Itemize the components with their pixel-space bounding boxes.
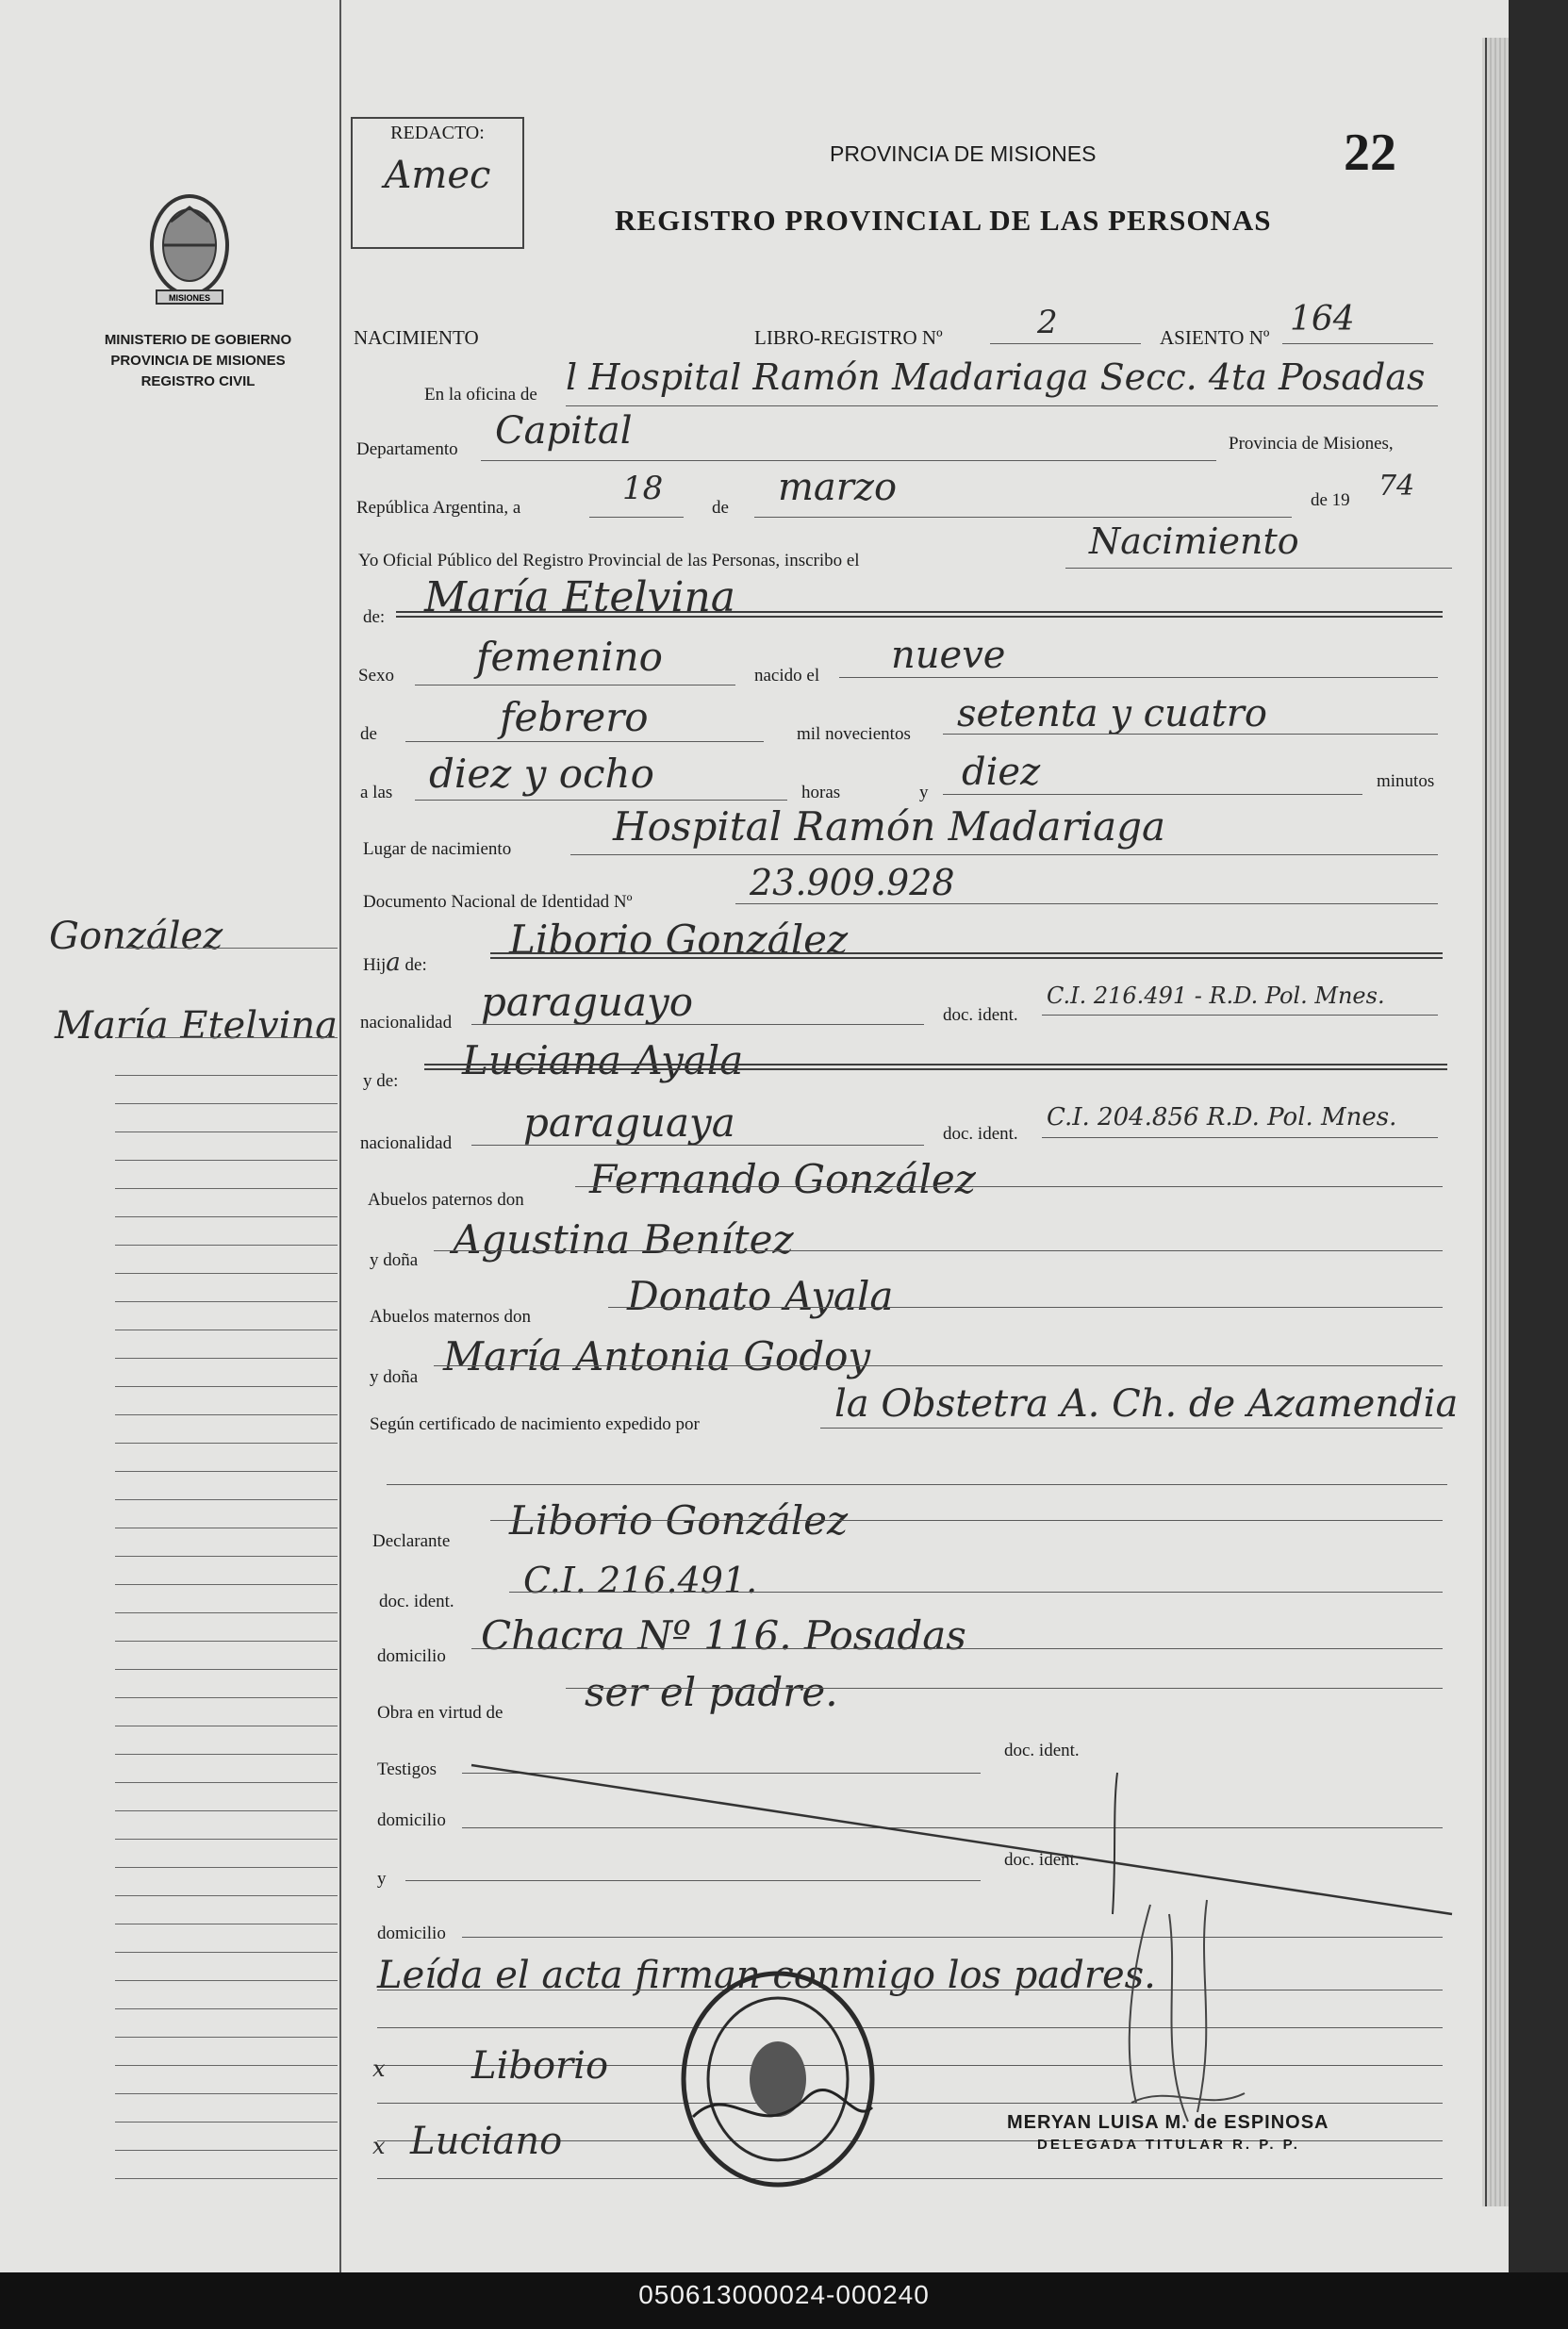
field-line <box>387 1484 1447 1485</box>
margin-rule <box>115 1612 338 1613</box>
margin-rule <box>115 1273 338 1274</box>
hija-suffix: a <box>386 949 401 977</box>
margin-rule <box>115 2093 338 2094</box>
field-line <box>608 1307 1443 1308</box>
dni-value: 23.909.928 <box>750 862 955 903</box>
ministry-block <box>66 330 330 392</box>
margin-rule <box>115 1103 338 1104</box>
republica-label: República Argentina, a <box>356 498 521 518</box>
testigos-label: Testigos <box>377 1759 437 1779</box>
field-line <box>405 741 764 742</box>
margin-surname: González <box>49 915 223 958</box>
official-seal-stamp-icon <box>674 1966 882 2192</box>
margin-rule <box>115 1952 338 1953</box>
domicilio-value: Chacra Nº 116. Posadas <box>481 1612 966 1659</box>
de-label: de <box>712 498 729 518</box>
field-line <box>377 2178 1443 2179</box>
margin-rule <box>115 1584 338 1585</box>
docident4-label: doc. ident. <box>1004 1741 1080 1760</box>
margin-rule <box>115 1386 338 1387</box>
sexo-value: femenino <box>476 634 663 680</box>
alas-label: a las <box>360 783 393 802</box>
docident3-value: C.I. 216.491. <box>523 1560 758 1601</box>
padre-value: Liborio González <box>509 917 849 963</box>
province-heading: PROVINCIA DE MISIONES <box>830 141 1097 166</box>
lugar-value: Hospital Ramón Madariaga <box>613 803 1166 850</box>
mes-value: marzo <box>778 466 898 509</box>
page-number: 22 <box>1344 124 1396 182</box>
field-line <box>735 903 1438 904</box>
margin-rule <box>115 1641 338 1642</box>
name-double-line <box>490 952 1443 959</box>
y-de-label: y de: <box>363 1071 399 1091</box>
abuelos-mat-label: Abuelos maternos don <box>370 1307 531 1327</box>
asiento-value: 164 <box>1290 300 1355 339</box>
official-name: MERYAN LUISA M. de ESPINOSA <box>1007 2112 1329 2133</box>
oficina-label: En la oficina de <box>424 385 537 405</box>
field-line <box>820 1428 1443 1429</box>
signature-mother: Luciano <box>410 2120 563 2163</box>
field-line <box>1282 343 1433 344</box>
name-double-line <box>396 611 1443 618</box>
hora-value: diez y ocho <box>429 751 654 797</box>
margin-rule <box>115 2065 338 2066</box>
declarante-label: Declarante <box>372 1531 451 1551</box>
field-line <box>434 1250 1443 1251</box>
redacto-box <box>351 117 524 249</box>
field-line <box>471 1024 924 1025</box>
abuela-pat-value: Agustina Benítez <box>453 1216 794 1263</box>
nac1-label: nacionalidad <box>360 1013 453 1032</box>
margin-rule <box>115 1245 338 1246</box>
lugar-label: Lugar de nacimiento <box>363 839 512 859</box>
redacto-label: REDACTO: <box>390 123 485 143</box>
nac1-value: paraguayo <box>481 979 694 1025</box>
hija-de-label: de: <box>404 955 427 975</box>
margin-rule <box>115 2178 338 2179</box>
field-line <box>839 677 1438 678</box>
ydona1-label: y doña <box>370 1250 419 1270</box>
field-line <box>754 517 1292 518</box>
leida-text: Leída el acta firman conmigo los padres. <box>377 1954 1156 1997</box>
field-line <box>415 800 787 801</box>
mil-label: mil novecientos <box>797 724 911 744</box>
nac2-value: paraguaya <box>523 1099 735 1146</box>
nombre-value: María Etelvina <box>424 573 736 621</box>
nacido-value: nueve <box>891 634 1006 677</box>
margin-rule <box>115 1669 338 1670</box>
margin-rule <box>115 1867 338 1868</box>
field-line <box>509 1592 1443 1593</box>
seal-caption: MISIONES <box>168 293 211 303</box>
nac2-label: nacionalidad <box>360 1133 453 1153</box>
field-line <box>943 794 1362 795</box>
field-line <box>566 405 1438 406</box>
oficial-value: Nacimiento <box>1089 520 1299 562</box>
mil-value: setenta y cuatro <box>957 692 1267 735</box>
ydona2-label: y doña <box>370 1367 419 1387</box>
margin-rule <box>115 1131 338 1132</box>
de-anio-label: de 19 <box>1311 490 1350 510</box>
field-line <box>471 1145 924 1146</box>
docident1-label: doc. ident. <box>943 1005 1018 1025</box>
margin-rule <box>115 948 338 949</box>
hija-prefix: Hij <box>363 955 387 975</box>
margin-rule <box>115 1754 338 1755</box>
domicilio3-label: domicilio <box>377 1924 446 1943</box>
minutos-label: minutos <box>1377 771 1435 791</box>
provincial-coat-of-arms-icon <box>138 179 241 311</box>
margin-rule <box>115 1160 338 1161</box>
margin-rule <box>115 1839 338 1840</box>
departamento-value: Capital <box>495 409 633 453</box>
nacido-label: nacido el <box>754 666 820 685</box>
docident5-label: doc. ident. <box>1004 1850 1080 1870</box>
de-nombre-label: de: <box>363 607 386 627</box>
field-line <box>570 854 1438 855</box>
margin-rule <box>115 2008 338 2009</box>
obra-label: Obra en virtud de <box>377 1703 503 1723</box>
abuelos-pat-label: Abuelos paternos don <box>368 1190 524 1210</box>
field-line <box>1042 1137 1438 1138</box>
minutos-value: diez <box>962 751 1041 794</box>
docident2-label: doc. ident. <box>943 1124 1018 1144</box>
asiento-label: ASIENTO Nº <box>1160 326 1270 349</box>
field-line <box>481 460 1216 461</box>
redacto-value: Amec <box>384 154 491 197</box>
y2-label: y <box>377 1869 387 1889</box>
anio-value: 74 <box>1378 470 1415 503</box>
departamento-label: Departamento <box>356 439 458 459</box>
declarante-value: Liborio González <box>509 1497 849 1544</box>
margin-rule <box>115 1499 338 1500</box>
field-line <box>943 734 1438 735</box>
certificado-label: Según certificado de nacimiento expedido por <box>370 1414 700 1434</box>
mark-x: x <box>372 2133 386 2159</box>
libro-label: LIBRO-REGISTRO Nº <box>754 326 943 349</box>
margin-rule <box>115 1980 338 1981</box>
provincia-label: Provincia de Misiones, <box>1229 434 1394 454</box>
horas-label: horas <box>801 783 841 802</box>
docident2-value: C.I. 204.856 R.D. Pol. Mnes. <box>1047 1103 1397 1131</box>
margin-rule <box>115 1471 338 1472</box>
margin-rule <box>115 1216 338 1217</box>
oficial-label: Yo Oficial Público del Registro Provincial de las Personas, inscribo el <box>358 551 860 570</box>
field-line <box>990 343 1141 344</box>
background-edge <box>1509 0 1568 2272</box>
mes-nac-value: febrero <box>500 694 649 740</box>
margin-rule <box>115 2037 338 2038</box>
ministry-line-3: REGISTRO CIVIL <box>140 373 256 389</box>
ministry-line-1: MINISTERIO DE GOBIERNO <box>104 332 292 348</box>
docident1-value: C.I. 216.491 - R.D. Pol. Mnes. <box>1047 983 1385 1009</box>
margin-rule <box>115 1075 338 1076</box>
abuela-mat-value: María Antonia Godoy <box>443 1333 871 1379</box>
oficina-value: l Hospital Ramón Madariaga Secc. 4ta Posadas <box>566 356 1426 398</box>
field-line <box>434 1365 1443 1366</box>
official-title: DELEGADA TITULAR R. P. P. <box>1037 2137 1300 2153</box>
y-label: y <box>919 783 929 802</box>
docident3-label: doc. ident. <box>379 1592 454 1611</box>
margin-rule <box>115 1697 338 1698</box>
de2-label: de <box>360 724 377 744</box>
margin-rule <box>115 1188 338 1189</box>
field-line <box>377 2027 1443 2028</box>
record-type: NACIMIENTO <box>354 326 479 349</box>
field-line <box>1065 568 1452 569</box>
name-double-line <box>424 1064 1447 1070</box>
libro-value: 2 <box>1037 304 1058 341</box>
domicilio-label: domicilio <box>377 1646 446 1666</box>
margin-rule <box>115 1443 338 1444</box>
field-line <box>566 1688 1443 1689</box>
margin-rule <box>115 2122 338 2123</box>
margin-rule <box>115 1556 338 1557</box>
domicilio2-label: domicilio <box>377 1810 446 1830</box>
margin-rule <box>115 1037 338 1038</box>
hija-label <box>363 949 427 977</box>
obra-value: ser el padre. <box>585 1669 838 1715</box>
madre-value: Luciana Ayala <box>462 1037 744 1083</box>
margin-rule <box>115 2150 338 2151</box>
field-line <box>1042 1015 1438 1016</box>
field-line <box>377 2103 1443 2104</box>
document-code: 050613000024-000240 <box>638 2280 930 2309</box>
field-line <box>471 1648 1443 1649</box>
dia-value: 18 <box>622 470 664 507</box>
margin-rule <box>115 1782 338 1783</box>
field-line <box>575 1186 1443 1187</box>
margin-rule <box>115 1414 338 1415</box>
field-line <box>589 517 684 518</box>
margin-rule <box>115 1358 338 1359</box>
sexo-label: Sexo <box>358 666 394 685</box>
margin-rule <box>115 1895 338 1896</box>
signature-father: Liborio <box>471 2044 609 2088</box>
margin-rule <box>115 1301 338 1302</box>
certificado-value: la Obstetra A. Ch. de Azamendia <box>834 1382 1459 1426</box>
abuelo-pat-value: Fernando González <box>589 1156 976 1202</box>
abuelo-mat-value: Donato Ayala <box>627 1273 894 1319</box>
dni-label: Documento Nacional de Identidad Nº <box>363 892 633 912</box>
testigos-strikethrough <box>453 1754 1471 1942</box>
ministry-line-2: PROVINCIA DE MISIONES <box>110 353 286 369</box>
field-line <box>490 1520 1443 1521</box>
registry-title: REGISTRO PROVINCIAL DE LAS PERSONAS <box>615 204 1272 237</box>
margin-given-name: María Etelvina <box>55 1004 338 1048</box>
margin-rule <box>115 1810 338 1811</box>
official-signature-scribble <box>1094 1886 1282 2140</box>
mark-x: x <box>372 2056 386 2082</box>
